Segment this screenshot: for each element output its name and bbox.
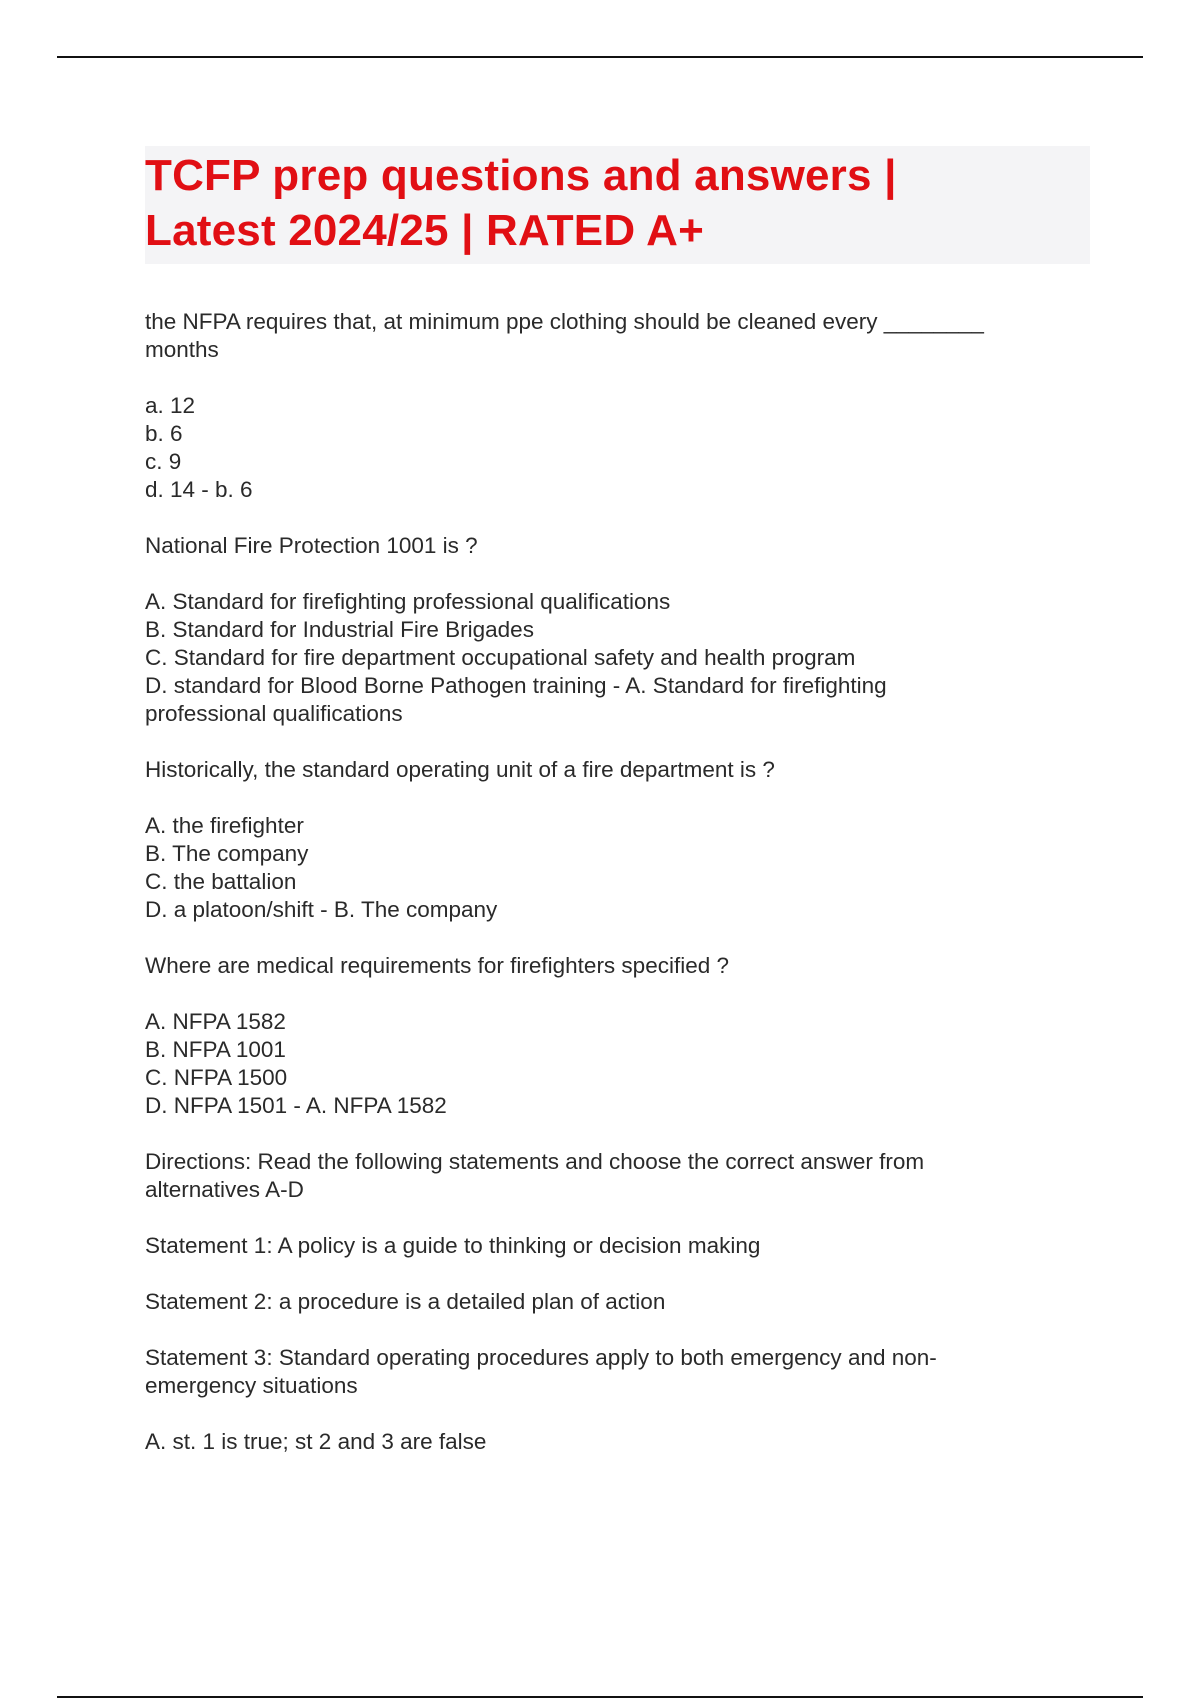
title-banner <box>145 146 1090 264</box>
question-1-option-c: c. 9 <box>145 449 182 474</box>
question-3-stem <box>145 756 1095 784</box>
question-3-stem-line-1: Historically, the standard operating unit of a fire department is ? <box>145 757 775 782</box>
question-1-option-a: a. 12 <box>145 393 196 418</box>
question-4-option-b: B. NFPA 1001 <box>145 1037 286 1062</box>
statement-3-line-2: emergency situations <box>145 1373 358 1398</box>
question-1-stem-line-2: months <box>145 337 219 362</box>
statement-2 <box>145 1288 1095 1316</box>
question-1-stem <box>145 308 1095 364</box>
question-2-options <box>145 588 1095 728</box>
page-content <box>145 146 1095 1484</box>
directions <box>145 1148 1095 1204</box>
question-2-option-c: C. Standard for fire department occupational safety and health program <box>145 645 856 670</box>
document-body <box>145 308 1095 1456</box>
question-4-option-c: C. NFPA 1500 <box>145 1065 288 1090</box>
statement-1-text: Statement 1: A policy is a guide to thinking or decision making <box>145 1233 761 1258</box>
directions-line-2: alternatives A-D <box>145 1177 304 1202</box>
question-2-option-a: A. Standard for firefighting professional qualifications <box>145 589 671 614</box>
title-line-2: Latest 2024/25 | RATED A+ <box>145 206 704 255</box>
question-3-option-a: A. the firefighter <box>145 813 304 838</box>
statement-2-text: Statement 2: a procedure is a detailed plan of action <box>145 1289 666 1314</box>
question-4-stem-line-1: Where are medical requirements for firefighters specified ? <box>145 953 730 978</box>
question-4-options <box>145 1008 1095 1120</box>
question-4-stem <box>145 952 1095 980</box>
question-1-option-b: b. 6 <box>145 421 183 446</box>
question-4-option-a: A. NFPA 1582 <box>145 1009 286 1034</box>
bottom-rule <box>57 1696 1143 1698</box>
question-1-option-d-answer: d. 14 - b. 6 <box>145 477 253 502</box>
document-title <box>145 148 1080 258</box>
question-2-option-b: B. Standard for Industrial Fire Brigades <box>145 617 534 642</box>
statement-option-a <box>145 1428 1095 1456</box>
question-2-option-d-answer: D. standard for Blood Borne Pathogen training - A. Standard for firefighting <box>145 673 887 698</box>
question-3-option-d-answer: D. a platoon/shift - B. The company <box>145 897 498 922</box>
question-1-stem-line-1: the NFPA requires that, at minimum ppe clothing should be cleaned every ________ <box>145 309 984 334</box>
question-1-options <box>145 392 1095 504</box>
question-2-stem <box>145 532 1095 560</box>
statement-3-line-1: Statement 3: Standard operating procedures apply to both emergency and non- <box>145 1345 937 1370</box>
directions-line-1: Directions: Read the following statements and choose the correct answer from <box>145 1149 925 1174</box>
statement-3 <box>145 1344 1095 1400</box>
statement-option-a-text: A. st. 1 is true; st 2 and 3 are false <box>145 1429 487 1454</box>
question-2-answer-continued: professional qualifications <box>145 701 403 726</box>
top-rule <box>57 56 1143 58</box>
statement-1 <box>145 1232 1095 1260</box>
question-3-option-c: C. the battalion <box>145 869 297 894</box>
question-3-option-b: B. The company <box>145 841 309 866</box>
title-line-1: TCFP prep questions and answers | <box>145 151 897 200</box>
question-4-option-d-answer: D. NFPA 1501 - A. NFPA 1582 <box>145 1093 447 1118</box>
question-3-options <box>145 812 1095 924</box>
question-2-stem-line-1: National Fire Protection 1001 is ? <box>145 533 478 558</box>
